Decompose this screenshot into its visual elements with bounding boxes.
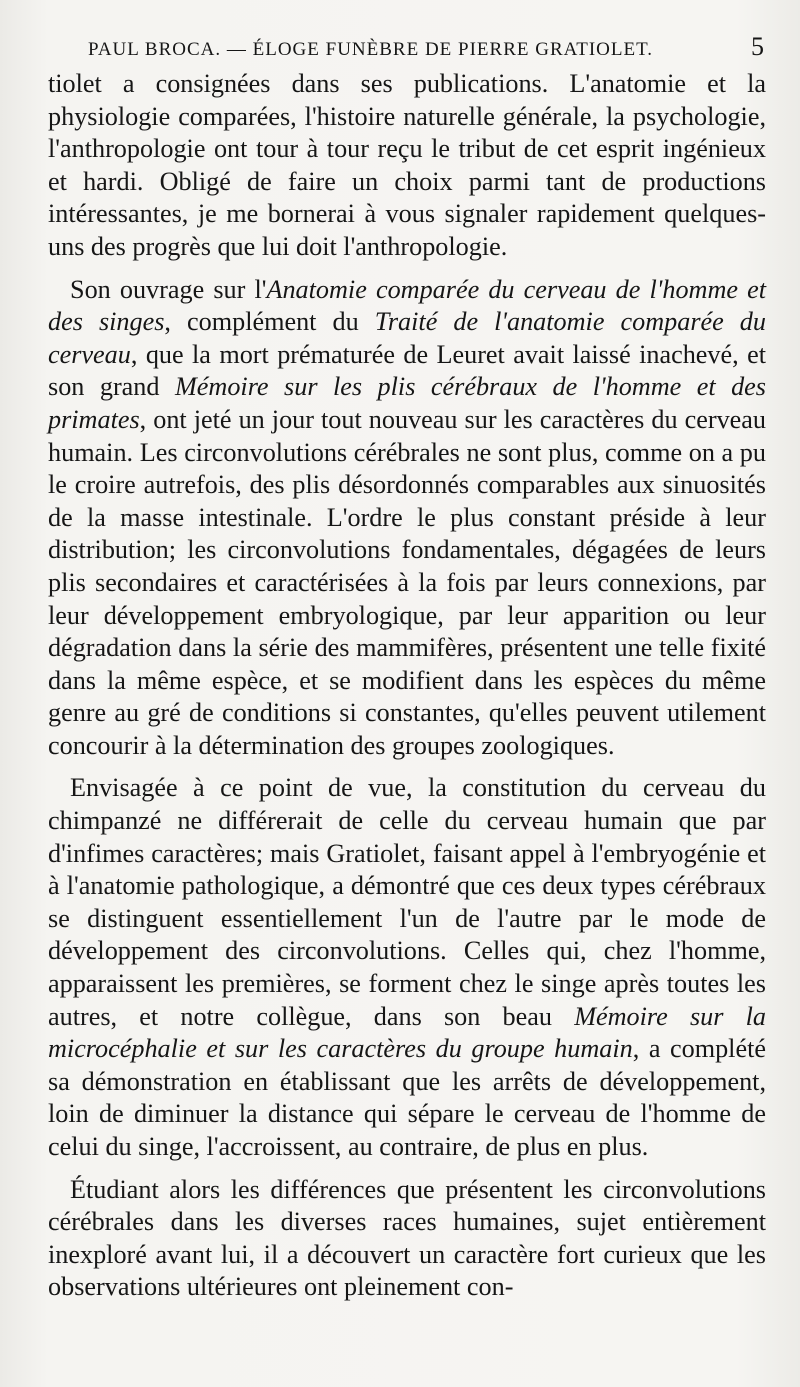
paragraph-3-text-2: , a complété sa démonstration en établissant que les arrêts de développement, loin de diminuer la distance qui sépare le cerveau de l'homme de celui du singe, l'accroissent, au contraire, de plus en plus. xyxy=(48,1034,766,1161)
page-number: 5 xyxy=(751,32,764,61)
book-title-anatomie-comparee: Anatomie comparée du cerveau de l'homme et des singes xyxy=(48,274,767,337)
paragraph-2-text-2: , complément du xyxy=(164,307,375,337)
paragraph-2-text-1: Son ouvrage sur l' xyxy=(70,274,267,304)
paragraph-2-text-4: , ont jeté un jour tout nouveau sur les caractères du cerveau humain. Les circonvolutions cérébrales ne sont plus, comme on a pu le croire autrefois, des plis désordonnés comparables aux sinuosités de la masse intestinale. L'ordre le plus constant préside à leur distribution; les circonvolutions fondamentales, dégagées de leurs plis secondaires et caractérisées à la fois par leurs connexions, par leur développement embryologique, par leur apparition ou leur dégradation dans la série des mammifères, présentent une telle fixité dans la même espèce, et se modifient dans les espèces du même genre au gré de conditions si constantes, qu'elles peuvent utilement concourir à la détermination des groupes zoologiques. xyxy=(48,404,766,760)
paragraph-4-text: Étudiant alors les différences que présentent les circonvolutions cérébrales dans les diverses races humaines, sujet entièrement inexploré avant lui, il a découvert un caractère fort curieux que les observations ultérieures ont pleinement con- xyxy=(48,1174,766,1302)
running-head xyxy=(88,30,766,64)
book-title-memoire-plis: Mémoire sur les plis cérébraux de l'homme et des primates xyxy=(48,372,767,434)
paragraph-1 xyxy=(48,68,766,264)
book-title-microcephalie: Mémoire sur la microcéphalie et sur les caractères du groupe humain xyxy=(48,1001,766,1064)
book-title-traite: Traité de l'anatomie comparée du cerveau xyxy=(48,307,766,369)
body-text xyxy=(48,68,766,1304)
paragraph-3 xyxy=(48,772,766,1163)
paragraph-2 xyxy=(48,274,766,763)
paragraph-4 xyxy=(48,1174,766,1304)
paragraph-1-text: tiolet a consignées dans ses publications. L'anatomie et la physiologie comparées, l'histoire naturelle générale, la psychologie, l'anthropologie ont tour à tour reçu le tribut de cet esprit ingénieux et hardi. Obligé de faire un choix parmi tant de productions intéressantes, je me bornerai à vous signaler rapidement quelques-uns des progrès que lui doit l'anthropologie. xyxy=(48,69,766,261)
running-title: PAUL BROCA. — ÉLOGE FUNÈBRE DE PIERRE GRATIOLET. xyxy=(88,39,654,60)
paragraph-2-text-3: , que la mort prématurée de Leuret avait laissé inachevé, et son grand xyxy=(48,339,766,402)
paragraph-3-text-1: Envisagée à ce point de vue, la constitution du cerveau du chimpanzé ne différerait de celle du cerveau humain que par d'infimes caractères; mais Gratiolet, faisant appel à l'embryogénie et à l'anatomie pathologique, a démontré que ces deux types cérébraux se distinguent essentiellement l'un de l'autre par le mode de développement des circonvolutions. Celles qui, chez l'homme, apparaissent les premières, se forment chez le singe après toutes les autres, et notre collègue, dans son beau xyxy=(48,773,766,1031)
